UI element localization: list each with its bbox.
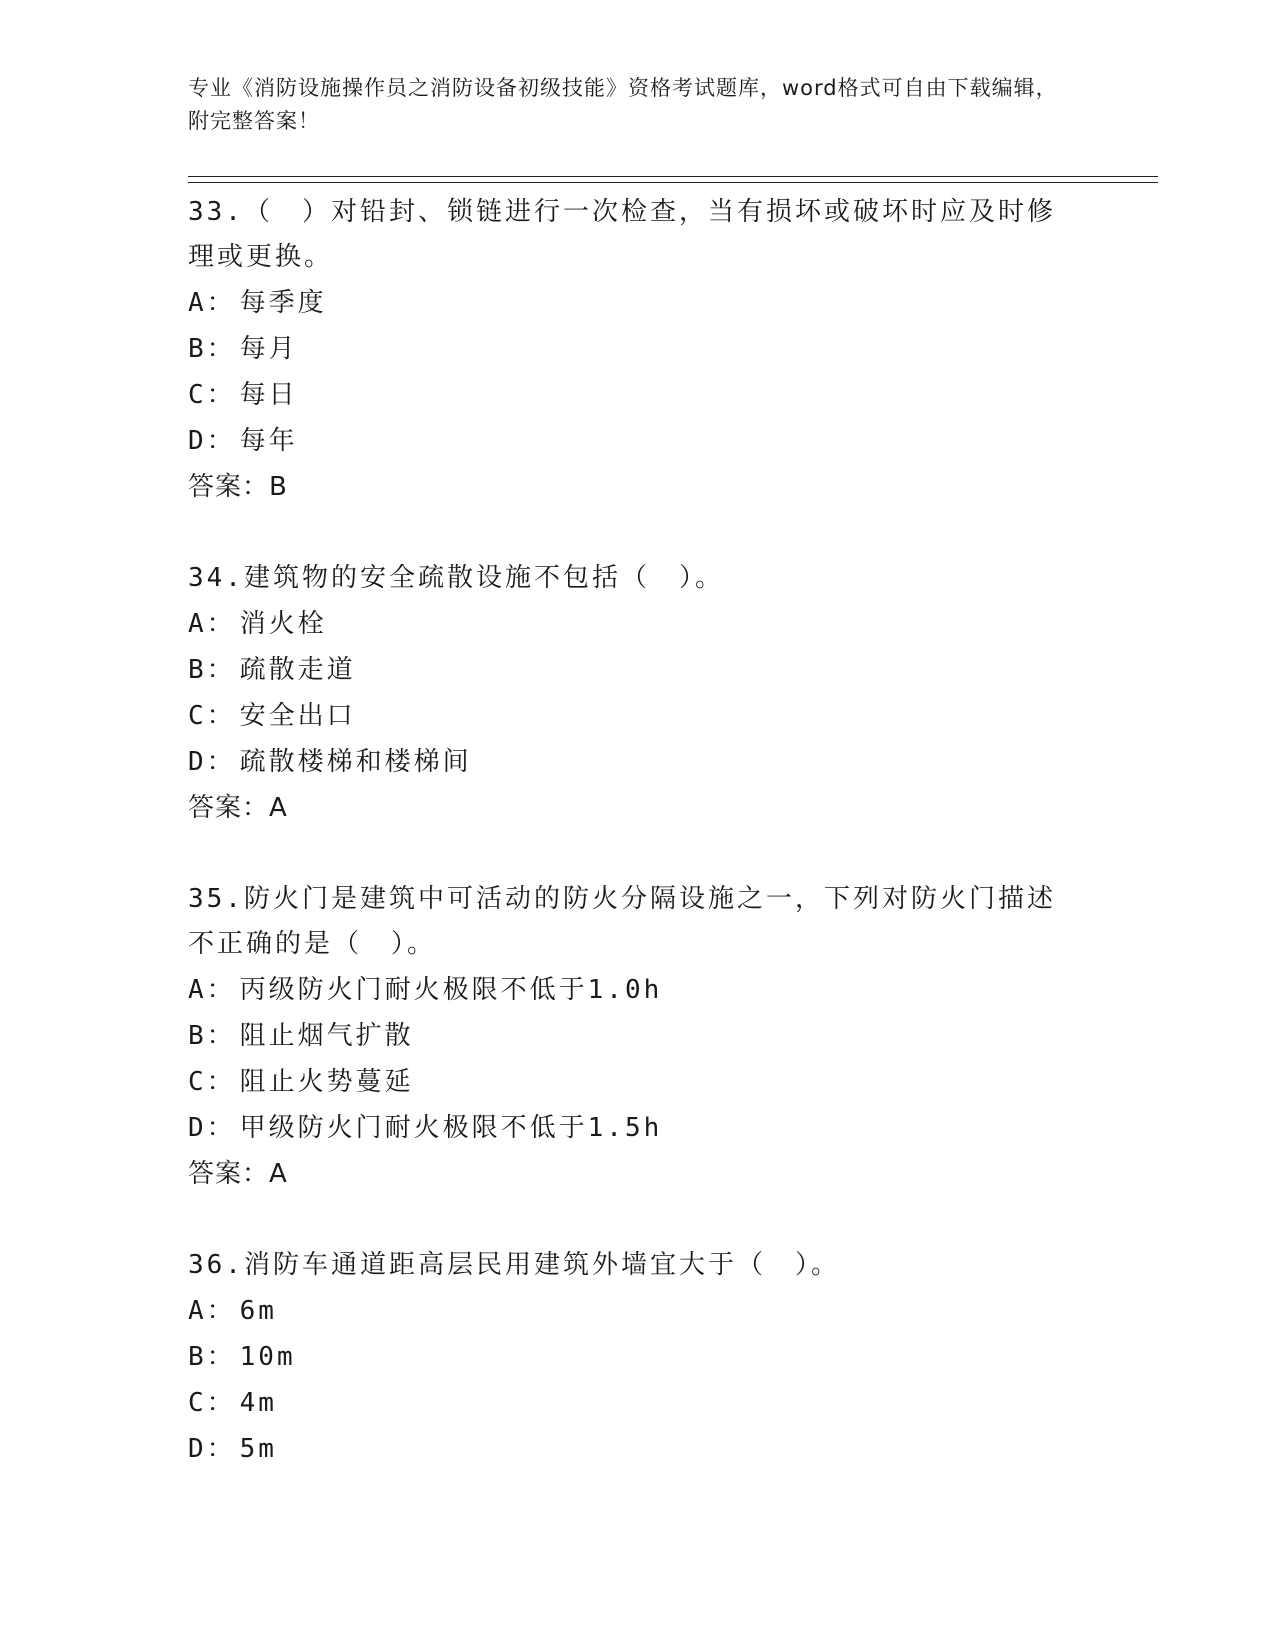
option-text: 安全出口	[239, 701, 356, 731]
option-letter: B：	[188, 1342, 236, 1372]
option-text: 甲级防火门耐火极限不低于1.5h	[239, 1113, 663, 1143]
header-rule-top	[188, 176, 1158, 177]
option-letter: C：	[188, 1388, 236, 1418]
option-d	[188, 1426, 1088, 1472]
question-36	[188, 1243, 1088, 1472]
answer-line: 答案：A	[188, 793, 288, 823]
question-stem: 33.（ ）对铅封、锁链进行一次检查，当有损坏或破坏时应及时修理或更换。	[188, 197, 1056, 272]
option-letter: D：	[188, 747, 236, 777]
option-text: 疏散走道	[239, 655, 356, 685]
option-b	[188, 1013, 1088, 1059]
option-letter: C：	[188, 1067, 236, 1097]
option-d	[188, 1105, 1088, 1151]
option-d	[188, 739, 1088, 785]
option-c	[188, 372, 1088, 418]
option-b	[188, 647, 1088, 693]
option-c	[188, 693, 1088, 739]
option-text: 4m	[239, 1388, 277, 1418]
option-letter: A：	[188, 609, 236, 639]
option-text: 每月	[239, 334, 298, 364]
question-stem: 36.消防车通道距高层民用建筑外墙宜大于（ ）。	[188, 1250, 840, 1280]
option-letter: D：	[188, 426, 236, 456]
option-a	[188, 601, 1088, 647]
option-text: 疏散楼梯和楼梯间	[239, 747, 472, 777]
option-letter: C：	[188, 701, 236, 731]
option-text: 10m	[239, 1342, 296, 1372]
option-letter: A：	[188, 288, 236, 318]
question-stem: 35.防火门是建筑中可活动的防火分隔设施之一，下列对防火门描述不正确的是（ ）。	[188, 884, 1056, 959]
option-b	[188, 1334, 1088, 1380]
question-33	[188, 190, 1088, 510]
question-35	[188, 877, 1088, 1197]
option-text: 阻止烟气扩散	[239, 1021, 414, 1051]
question-34	[188, 556, 1088, 831]
option-a	[188, 967, 1088, 1013]
option-letter: C：	[188, 380, 236, 410]
option-letter: B：	[188, 334, 236, 364]
option-d	[188, 418, 1088, 464]
option-text: 6m	[239, 1296, 277, 1326]
question-list	[188, 190, 1088, 1518]
option-a	[188, 280, 1088, 326]
option-letter: B：	[188, 1021, 236, 1051]
option-letter: D：	[188, 1434, 236, 1464]
option-c	[188, 1380, 1088, 1426]
header-rule-bottom	[188, 182, 1158, 183]
option-text: 每季度	[239, 288, 327, 318]
answer-line: 答案：A	[188, 1159, 288, 1189]
option-text: 5m	[239, 1434, 277, 1464]
option-b	[188, 326, 1088, 372]
option-text: 丙级防火门耐火极限不低于1.0h	[239, 975, 663, 1005]
answer-line: 答案：B	[188, 472, 288, 502]
option-letter: A：	[188, 1296, 236, 1326]
document-header: 专业《消防设施操作员之消防设备初级技能》资格考试题库，word格式可自由下载编辑，附完整答案！	[188, 76, 1058, 133]
option-letter: D：	[188, 1113, 236, 1143]
option-text: 每年	[239, 426, 298, 456]
question-stem: 34.建筑物的安全疏散设施不包括（ ）。	[188, 563, 724, 593]
option-a	[188, 1288, 1088, 1334]
option-letter: B：	[188, 655, 236, 685]
option-text: 每日	[239, 380, 298, 410]
option-text: 阻止火势蔓延	[239, 1067, 414, 1097]
option-c	[188, 1059, 1088, 1105]
option-text: 消火栓	[239, 609, 327, 639]
option-letter: A：	[188, 975, 236, 1005]
